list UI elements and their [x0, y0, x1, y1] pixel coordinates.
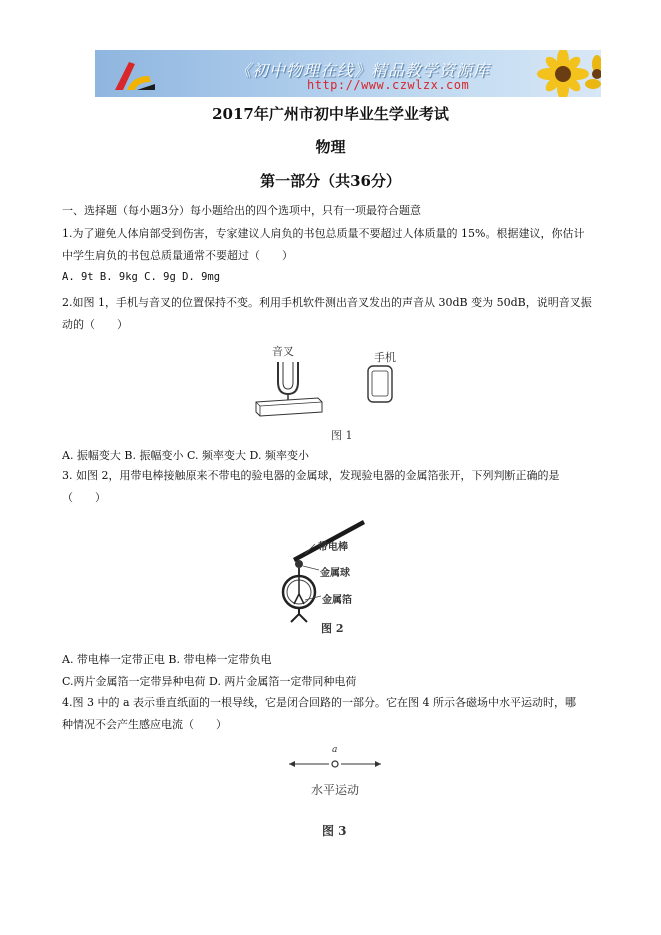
q2-line2: 动的（ ） [62, 318, 128, 331]
fig2-label-rod: 带电棒 [318, 542, 348, 553]
fig2-label-ball: 金属球 [320, 568, 350, 579]
q3-line1: 3. 如图 2，用带电棒接触原来不带电的验电器的金属球，发现验电器的金属箔张开，下列判断正确的是 [62, 469, 560, 482]
fig3-label-a: a [332, 745, 338, 755]
fig3-caption: 图 3 [322, 824, 347, 838]
q3-options-line1: A. 带电棒一定带正电 B. 带电棒一定带负电 [62, 653, 272, 666]
q4-line1: 4.图 3 中的 a 表示垂直纸面的一根导线，它是闭合回路的一部分。它在图 4 所示各磁场中水平运动时，哪 [62, 696, 577, 709]
q3-options-line2: C.两片金属箔一定带异种电荷 D. 两片金属箔一定带同种电荷 [62, 675, 357, 688]
q1-line2: 中学生肩负的书包总质量通常不要超过（ ） [62, 249, 293, 262]
banner-url: http://www.czwlzx.com [307, 78, 470, 92]
q1-options: A. 9t B. 9kg C. 9g D. 9mg [62, 271, 221, 283]
fig1-label-phone: 手机 [374, 351, 396, 364]
logo-icon [109, 54, 159, 94]
banner-title: 《初中物理在线》精品教学资源库 [235, 61, 491, 80]
q1-line1: 1.为了避免人体肩部受到伤害，专家建议人肩负的书包总质量不要超过人体质量的 15%。根据建议，你估计 [62, 227, 585, 240]
q2-line1: 2.如图 1，手机与音叉的位置保持不变。利用手机软件测出音叉发出的声音从 30dB 变为 50dB，说明音叉振 [62, 296, 592, 309]
fig2-label-foil: 金属箔 [322, 595, 352, 606]
q4-line2: 种情况不会产生感应电流（ ） [62, 718, 227, 731]
fig1-caption: 图 1 [331, 429, 353, 442]
q2-options: A. 振幅变大 B. 振幅变小 C. 频率变大 D. 频率变小 [62, 449, 309, 462]
fig2-caption: 图 2 [321, 622, 344, 635]
part-title: 第一部分（共36分） [260, 172, 401, 190]
sunflower-icon [501, 50, 601, 97]
section-heading: 一、选择题（每小题3分）每小题给出的四个选项中，只有一项最符合题意 [62, 204, 421, 217]
q3-line2: （ ） [62, 491, 106, 504]
fig1-label-fork: 音叉 [272, 345, 294, 358]
header-banner [95, 50, 601, 97]
fig3-label-motion: 水平运动 [311, 783, 360, 797]
exam-title: 2017年广州市初中毕业生学业考试 [212, 105, 449, 123]
subject-title: 物理 [315, 138, 346, 156]
